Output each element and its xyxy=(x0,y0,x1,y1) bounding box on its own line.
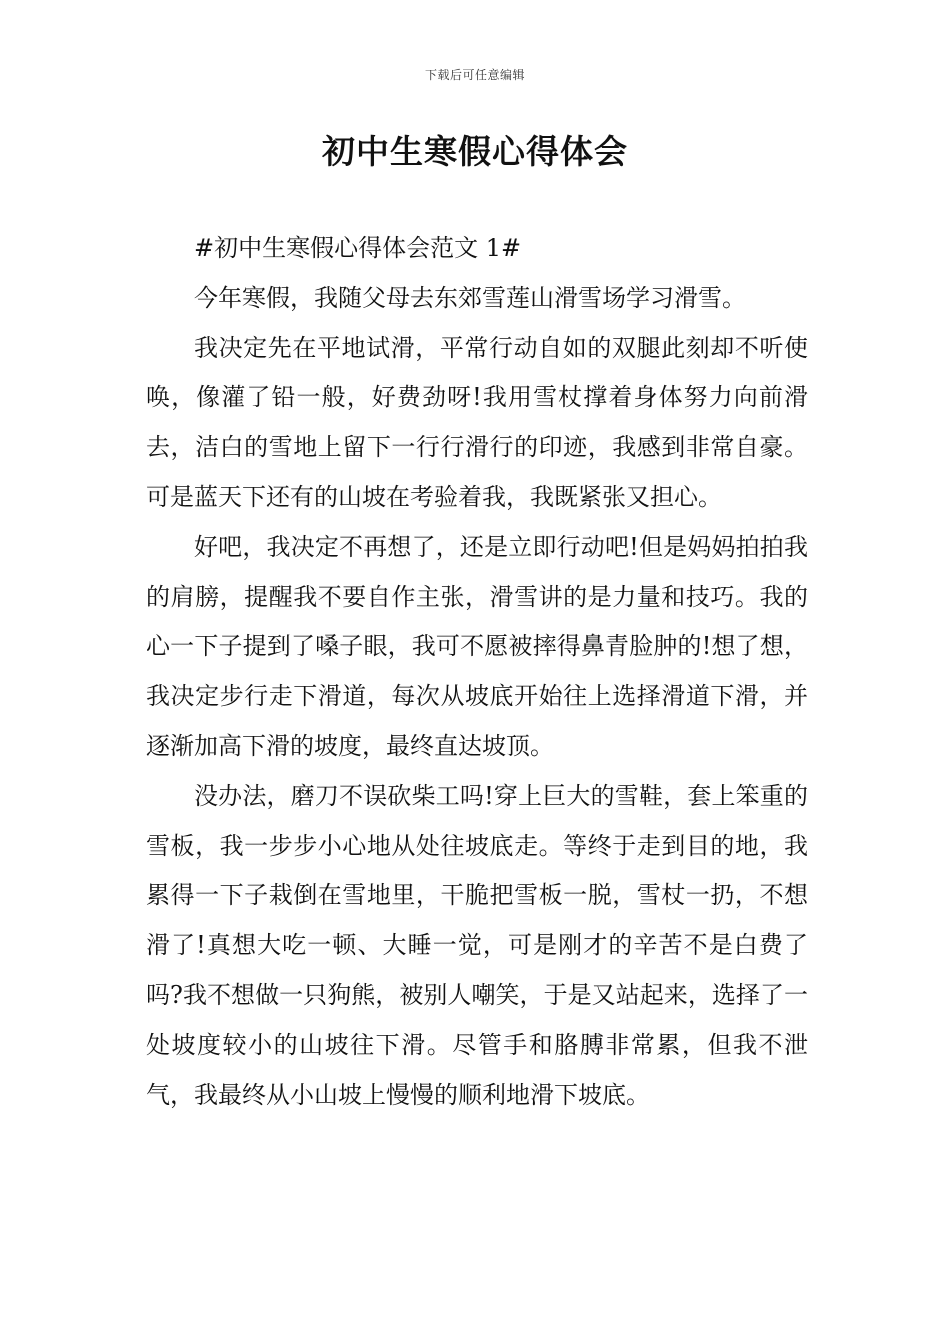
document-title: 初中生寒假心得体会 xyxy=(322,132,628,171)
paragraph: 我决定先在平地试滑，平常行动自如的双腿此刻却不听使唤，像灌了铅一般，好费劲呀!我用雪杖撑着身体努力向前滑去，洁白的雪地上留下一行行滑行的印迹，我感到非常自豪。可是蓝天下还有的山坡在考验着我，我既紧张又担心。 xyxy=(146,333,808,511)
paragraph: 好吧，我决定不再想了，还是立即行动吧!但是妈妈拍拍我的肩膀，提醒我不要自作主张，滑雪讲的是力量和技巧。我的心一下子提到了嗓子眼，我可不愿被摔得鼻青脸肿的!想了想，我决定步行走下滑道，每次从坡底开始往上选择滑道下滑，并逐渐加高下滑的坡度，最终直达坡顶。 xyxy=(146,532,808,760)
paragraph: 今年寒假，我随父母去东郊雪莲山滑雪场学习滑雪。 xyxy=(194,283,746,312)
paragraph-heading: #初中生寒假心得体会范文 1# xyxy=(194,234,522,262)
paragraph: 没办法，磨刀不误砍柴工吗!穿上巨大的雪鞋，套上笨重的雪板，我一步步小心地从处往坡底走。等终于走到目的地，我累得一下子栽倒在雪地里，干脆把雪板一脱，雪杖一扔，不想滑了!真想大吃一顿、大睡一觉，可是刚才的辛苦不是白费了吗?我不想做一只狗熊，被别人嘲笑，于是又站起来，选择了一处坡度较小的山坡往下滑。尽管手和胳膊非常累，但我不泄气，我最终从小山坡上慢慢的顺利地滑下坡底。 xyxy=(146,781,808,1109)
document-body xyxy=(146,224,808,1120)
header-note: 下载后可任意编辑 xyxy=(424,68,525,82)
